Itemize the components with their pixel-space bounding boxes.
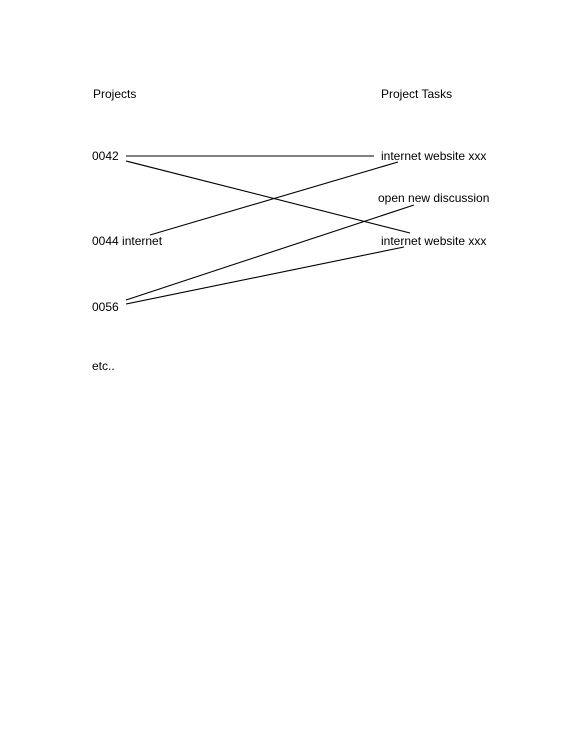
connector-p2-t1 <box>150 162 398 235</box>
task-item-internet-website-2: internet website xxx <box>381 234 487 248</box>
project-item-0042: 0042 <box>92 149 119 163</box>
connector-p3-t3 <box>126 247 404 304</box>
connector-p1-t3 <box>126 161 410 233</box>
more-projects-etc: etc.. <box>92 359 115 373</box>
projects-header: Projects <box>93 87 137 101</box>
project-tasks-header: Project Tasks <box>381 87 453 101</box>
task-item-open-new-discussion: open new discussion <box>378 191 490 205</box>
connector-p3-t2 <box>126 205 414 300</box>
project-item-0056: 0056 <box>92 300 119 314</box>
task-item-internet-website-1: internet website xxx <box>381 149 487 163</box>
project-item-0044-internet: 0044 internet <box>92 234 163 248</box>
